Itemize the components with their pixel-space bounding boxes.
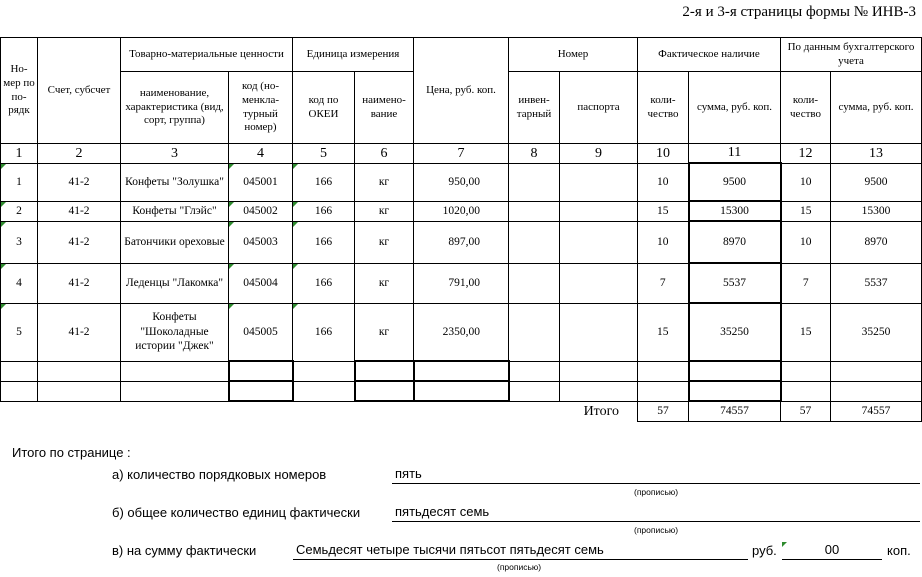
column-number: 7 — [414, 144, 509, 164]
header-name: наименование, характеристика (вид, сорт, группа) — [121, 72, 229, 144]
cell-num[interactable]: 5 — [1, 303, 38, 361]
summary-b-label: б) общее количество единиц фактически — [112, 505, 361, 520]
cell-inventory[interactable] — [509, 221, 560, 263]
summary-a-hint: (прописью) — [634, 487, 679, 497]
header-code: код (но-менкла-турный номер) — [229, 72, 293, 144]
kop-value: 00 — [824, 542, 840, 557]
header-number-group: Номер — [509, 38, 638, 72]
cell-book-qty[interactable]: 7 — [781, 263, 831, 303]
header-actual-qty: коли-чество — [638, 72, 689, 144]
summary-b-field[interactable] — [392, 504, 920, 522]
cell-unit[interactable]: кг — [355, 263, 414, 303]
cell-inventory[interactable] — [509, 163, 560, 201]
column-number: 4 — [229, 144, 293, 164]
cell-actual-qty[interactable]: 10 — [638, 163, 689, 201]
column-number: 1 — [1, 144, 38, 164]
kop-field[interactable] — [782, 542, 882, 560]
summary-c-label: в) на сумму фактически — [112, 543, 257, 558]
cell-actual-sum[interactable]: 35250 — [689, 303, 781, 361]
cell-book-sum[interactable]: 15300 — [831, 201, 922, 221]
cell-passport[interactable] — [560, 163, 638, 201]
header-book-qty: коли-чество — [781, 72, 831, 144]
column-number: 12 — [781, 144, 831, 164]
cell-account[interactable]: 41-2 — [38, 303, 121, 361]
cell-account[interactable]: 41-2 — [38, 221, 121, 263]
total-book-sum: 74557 — [831, 401, 922, 421]
cell-price[interactable]: 791,00 — [414, 263, 509, 303]
column-number: 2 — [38, 144, 121, 164]
summary-b-hint: (прописью) — [634, 525, 679, 535]
cell-inventory[interactable] — [509, 201, 560, 221]
header-inventory: инвен-тарный — [509, 72, 560, 144]
header-goods-group: Товарно-материальные ценности — [121, 38, 293, 72]
cell-name[interactable]: Леденцы "Лакомка" — [121, 263, 229, 303]
summary-c-value: Семьдесят четыре тысячи пятьсот пятьдесят семь — [296, 542, 604, 557]
cell-okei[interactable]: 166 — [293, 163, 355, 201]
cell-inventory[interactable] — [509, 303, 560, 361]
cell-okei[interactable]: 166 — [293, 263, 355, 303]
cell-actual-sum[interactable]: 9500 — [689, 163, 781, 201]
cell-okei[interactable]: 166 — [293, 201, 355, 221]
header-unit-name: наимено-вание — [355, 72, 414, 144]
page-summary-title: Итого по странице : — [12, 445, 131, 460]
column-numbers-row — [1, 144, 922, 164]
cell-actual-qty[interactable]: 7 — [638, 263, 689, 303]
empty-row — [1, 381, 922, 401]
cell-passport[interactable] — [560, 201, 638, 221]
cell-code[interactable]: 045001 — [229, 163, 293, 201]
form-title: 2-я и 3-я страницы формы № ИНВ-3 — [682, 4, 916, 20]
cell-book-sum[interactable]: 8970 — [831, 221, 922, 263]
table-row — [1, 221, 922, 263]
cell-book-sum[interactable]: 5537 — [831, 263, 922, 303]
summary-b-value: пятьдесят семь — [395, 504, 490, 519]
cell-code[interactable]: 045005 — [229, 303, 293, 361]
cell-okei[interactable]: 166 — [293, 221, 355, 263]
summary-a-label: а) количество порядковых номеров — [112, 467, 327, 482]
header-book-group: По данным бухгалтерского учета — [781, 38, 922, 72]
cell-code[interactable]: 045004 — [229, 263, 293, 303]
cell-name[interactable]: Конфеты "Шоколадные истории "Джек" — [121, 303, 229, 361]
empty-row — [1, 361, 922, 381]
total-book-qty: 57 — [781, 401, 831, 421]
total-actual-qty: 57 — [638, 401, 689, 421]
cell-account[interactable]: 41-2 — [38, 201, 121, 221]
cell-name[interactable]: Конфеты "Золушка" — [121, 163, 229, 201]
cell-book-qty[interactable]: 10 — [781, 163, 831, 201]
cell-code[interactable]: 045002 — [229, 201, 293, 221]
cell-passport[interactable] — [560, 221, 638, 263]
cell-actual-sum[interactable]: 5537 — [689, 263, 781, 303]
column-number: 5 — [293, 144, 355, 164]
cell-passport[interactable] — [560, 263, 638, 303]
cell-actual-qty[interactable]: 15 — [638, 201, 689, 221]
cell-unit[interactable]: кг — [355, 221, 414, 263]
header-num: Но-мер по по-рядк — [1, 38, 38, 144]
cell-num[interactable]: 1 — [1, 163, 38, 201]
cell-book-sum[interactable]: 9500 — [831, 163, 922, 201]
cell-price[interactable]: 950,00 — [414, 163, 509, 201]
cell-unit[interactable]: кг — [355, 163, 414, 201]
header-account: Счет, субсчет — [38, 38, 121, 144]
cell-actual-qty[interactable]: 15 — [638, 303, 689, 361]
cell-book-sum[interactable]: 35250 — [831, 303, 922, 361]
header-passport: паспорта — [560, 72, 638, 144]
total-actual-sum: 74557 — [689, 401, 781, 421]
cell-price[interactable]: 1020,00 — [414, 201, 509, 221]
summary-a-value: пять — [395, 466, 422, 481]
column-number: 13 — [831, 144, 922, 164]
column-number: 6 — [355, 144, 414, 164]
header-okei: код по ОКЕИ — [293, 72, 355, 144]
header-price: Цена, руб. коп. — [414, 38, 509, 144]
header-unit-group: Единица измерения — [293, 38, 414, 72]
cell-account[interactable]: 41-2 — [38, 263, 121, 303]
header-actual-group: Фактическое наличие — [638, 38, 781, 72]
column-number: 8 — [509, 144, 560, 164]
cell-book-qty[interactable]: 10 — [781, 221, 831, 263]
table-row — [1, 163, 922, 201]
cell-okei[interactable]: 166 — [293, 303, 355, 361]
cell-actual-qty[interactable]: 10 — [638, 221, 689, 263]
cell-price[interactable]: 897,00 — [414, 221, 509, 263]
totals-row — [1, 401, 922, 421]
cell-num[interactable]: 2 — [1, 201, 38, 221]
cell-unit[interactable]: кг — [355, 201, 414, 221]
kop-label: коп. — [887, 543, 911, 558]
summary-c-hint: (прописью) — [497, 562, 542, 572]
cell-actual-sum[interactable]: 8970 — [689, 221, 781, 263]
header-book-sum: сумма, руб. коп. — [831, 72, 922, 144]
cell-price[interactable]: 2350,00 — [414, 303, 509, 361]
cell-num[interactable]: 3 — [1, 221, 38, 263]
column-number: 11 — [689, 144, 781, 164]
cell-num[interactable]: 4 — [1, 263, 38, 303]
header-actual-sum: сумма, руб. коп. — [689, 72, 781, 144]
cell-actual-sum[interactable]: 15300 — [689, 201, 781, 221]
table-row — [1, 303, 922, 361]
cell-name[interactable]: Батончики ореховые — [121, 221, 229, 263]
column-number: 9 — [560, 144, 638, 164]
summary-c-field[interactable] — [293, 542, 748, 560]
cell-book-qty[interactable]: 15 — [781, 201, 831, 221]
cell-account[interactable]: 41-2 — [38, 163, 121, 201]
cell-book-qty[interactable]: 15 — [781, 303, 831, 361]
rub-label: руб. — [752, 543, 777, 558]
inventory-table — [0, 37, 922, 422]
table-row — [1, 263, 922, 303]
cell-code[interactable]: 045003 — [229, 221, 293, 263]
table-row — [1, 201, 922, 221]
summary-a-field[interactable] — [392, 466, 920, 484]
column-number: 10 — [638, 144, 689, 164]
cell-unit[interactable]: кг — [355, 303, 414, 361]
cell-inventory[interactable] — [509, 263, 560, 303]
cell-name[interactable]: Конфеты "Глэйс" — [121, 201, 229, 221]
column-number: 3 — [121, 144, 229, 164]
totals-label: Итого — [583, 403, 619, 419]
cell-passport[interactable] — [560, 303, 638, 361]
